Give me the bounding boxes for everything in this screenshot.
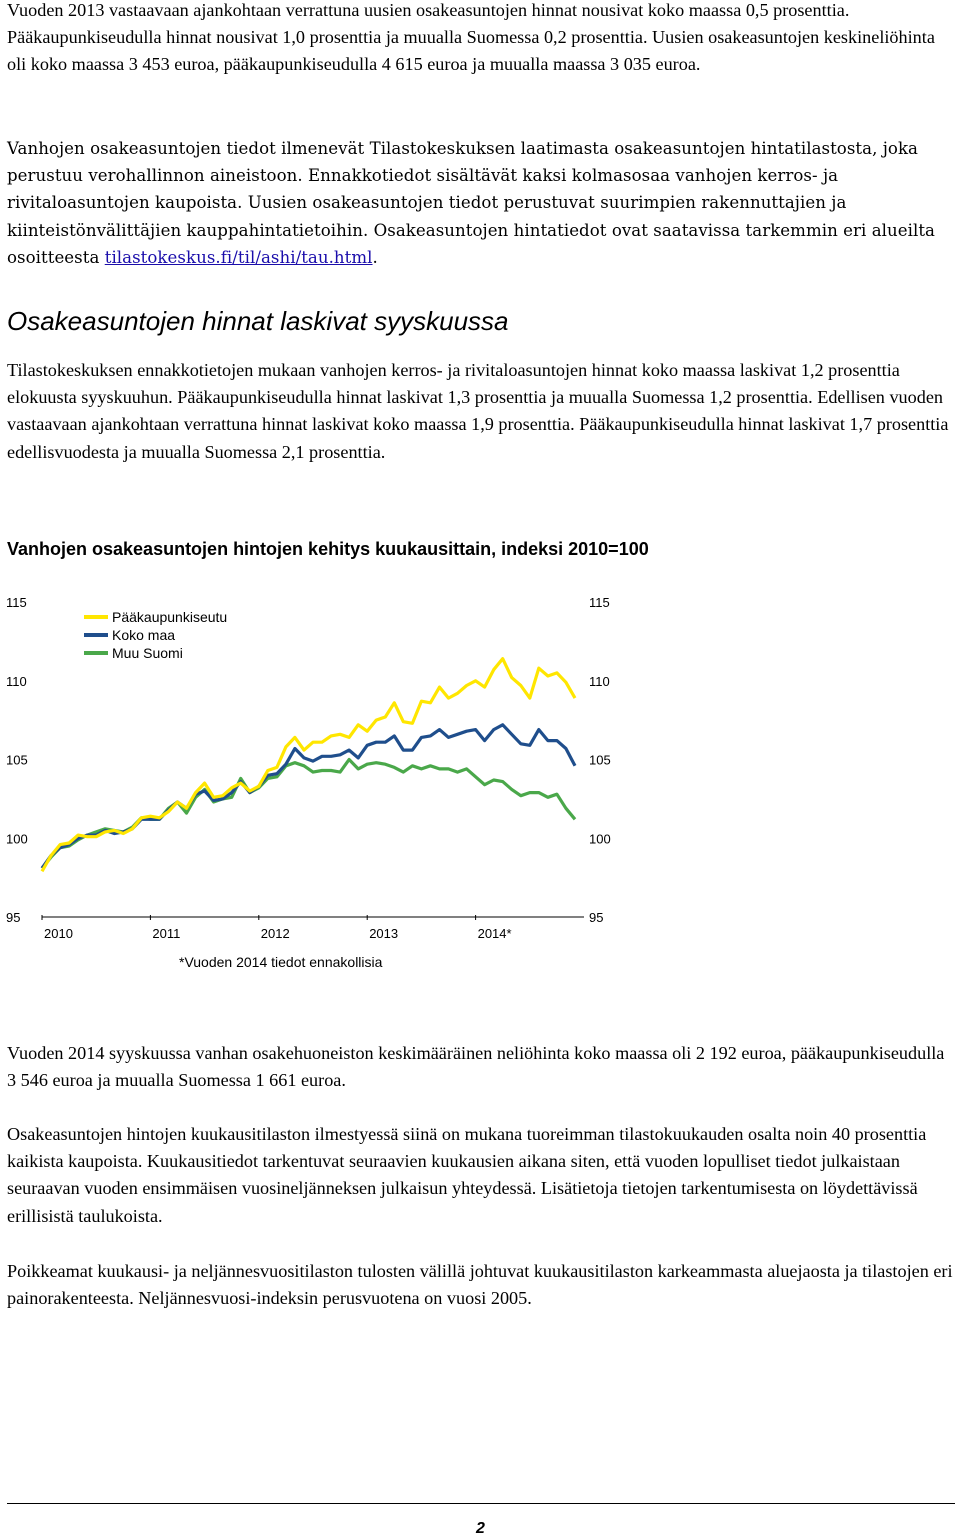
paragraph-poikkeamat: Poikkeamat kuukausi- ja neljännesvuositilaston tulosten välillä johtuvat kuukausitilaston karkeammasta aluejaosta ja tilastojen eri painorakenteesta. Neljännesvuosi-indeksin perusvuotena on vuosi 2005. bbox=[7, 1261, 953, 1309]
paragraph-tarkentuminen: Osakeasuntojen hintojen kuukausitilaston ilmestyessä siinä on mukana tuoreimman tilastokuukauden osalta noin 40 prosenttia kaikista kaupoista. Kuukausitiedot tarkentuvat seuraavien kuukausien aikana siten, että vuoden lopulliset tiedot julkaistaan seuraavan vuoden ensimmäisen vuosineljänneksen julkaisun yhteydessä. Lisätietoja tietojen tarkentumisesta on löydettävissä erillisistä taulukoista. bbox=[7, 1124, 927, 1226]
paragraph-neliohinta: Vuoden 2014 syyskuussa vanhan osakehuoneiston keskimääräinen neliöhinta koko maassa oli 2 192 euroa, pääkaupunkiseudulla 3 546 euroa ja muualla Suomessa 1 661 euroa. bbox=[7, 1043, 945, 1091]
chart-title: Vanhojen osakeasuntojen hintojen kehitys kuukausittain, indeksi 2010=100 bbox=[7, 539, 649, 559]
paragraph-tietolahteet-text: Vanhojen osakeasuntojen tiedot ilmenevät Tilastokeskuksen laatimasta osakeasuntojen hintatilastosta, joka perustuu verohallinnon aineistoon. Ennakkotiedot sisältävät kaksi kolmasosaa vanhojen kerros- ja rivitaloasuntojen kaupoista. Uusien osakeasuntojen tiedot perustuvat suurimpien rakennuttajien ja kiinteistönvälittäjien kauppahintatietoihin. Osakeasuntojen hintatiedot ovat saatavissa tarkemmin eri alueilta osoitteesta bbox=[7, 139, 935, 267]
paragraph-tietolahteet-end: . bbox=[372, 247, 378, 267]
page-number: 2 bbox=[476, 1520, 485, 1537]
y-tick-label-right: 110 bbox=[589, 673, 610, 689]
y-tick-label-right: 100 bbox=[589, 831, 611, 847]
statistics-link[interactable]: tilastokeskus.fi/til/ashi/tau.html bbox=[104, 247, 373, 267]
x-tick-label: 2013 bbox=[369, 926, 399, 941]
y-tick-label-left: 105 bbox=[6, 752, 28, 768]
paragraph-uudet-asunnot: Vuoden 2013 vastaavaan ajankohtaan verrattuna uusien osakeasuntojen hinnat nousivat koko maassa 0,5 prosenttia. Pääkaupunkiseudulla hinnat nousivat 1,0 prosenttia ja muualla Suomessa 0,2 prosenttia. Uusien osakeasuntojen keskineliöhinta oli koko maassa 3 453 euroa, pääkaupunkiseudulla 4 615 euroa ja muualla maassa 3 035 euroa. bbox=[7, 0, 935, 75]
legend-label: Koko maa bbox=[112, 627, 176, 643]
y-tick-label-right: 95 bbox=[589, 910, 604, 925]
chart-background bbox=[4, 590, 620, 972]
x-tick-label: 2011 bbox=[152, 926, 181, 941]
chart-note: *Vuoden 2014 tiedot ennakollisia bbox=[179, 954, 383, 970]
paragraph-hinnat-laskivat: Tilastokeskuksen ennakkotietojen mukaan vanhojen kerros- ja rivitaloasuntojen hinnat koko maassa laskivat 1,2 prosenttia elokuusta syyskuuhun. Pääkaupunkiseudulla hinnat laskivat 1,3 prosenttia ja muualla Suomessa 1,2 prosenttia. Edellisen vuoden vastaavaan ajankohtaan verrattuna hinnat laskivat koko maassa 1,9 prosenttia. Pääkaupunkiseudulla hinnat laskivat 1,7 prosenttia edellisvuodesta ja muualla Suomessa 2,1 prosenttia. bbox=[7, 360, 949, 462]
paragraph-tietolahteet bbox=[7, 135, 955, 271]
legend-label: Pääkaupunkiseutu bbox=[112, 609, 228, 625]
y-tick-label-left: 100 bbox=[6, 831, 28, 847]
x-tick-label: 2014* bbox=[477, 926, 512, 941]
y-tick-label-right: 115 bbox=[589, 595, 610, 610]
y-tick-label-right: 105 bbox=[589, 752, 611, 768]
section-heading: Osakeasuntojen hinnat laskivat syyskuussa bbox=[7, 306, 509, 336]
y-tick-label-left: 110 bbox=[6, 673, 27, 689]
y-tick-label-left: 115 bbox=[6, 595, 27, 610]
legend-label: Muu Suomi bbox=[112, 645, 183, 661]
price-index-chart bbox=[4, 590, 620, 972]
x-tick-label: 2012 bbox=[260, 926, 290, 941]
x-tick-label: 2010 bbox=[44, 926, 73, 941]
y-tick-label-left: 95 bbox=[6, 910, 21, 925]
footer-rule bbox=[7, 1503, 955, 1504]
